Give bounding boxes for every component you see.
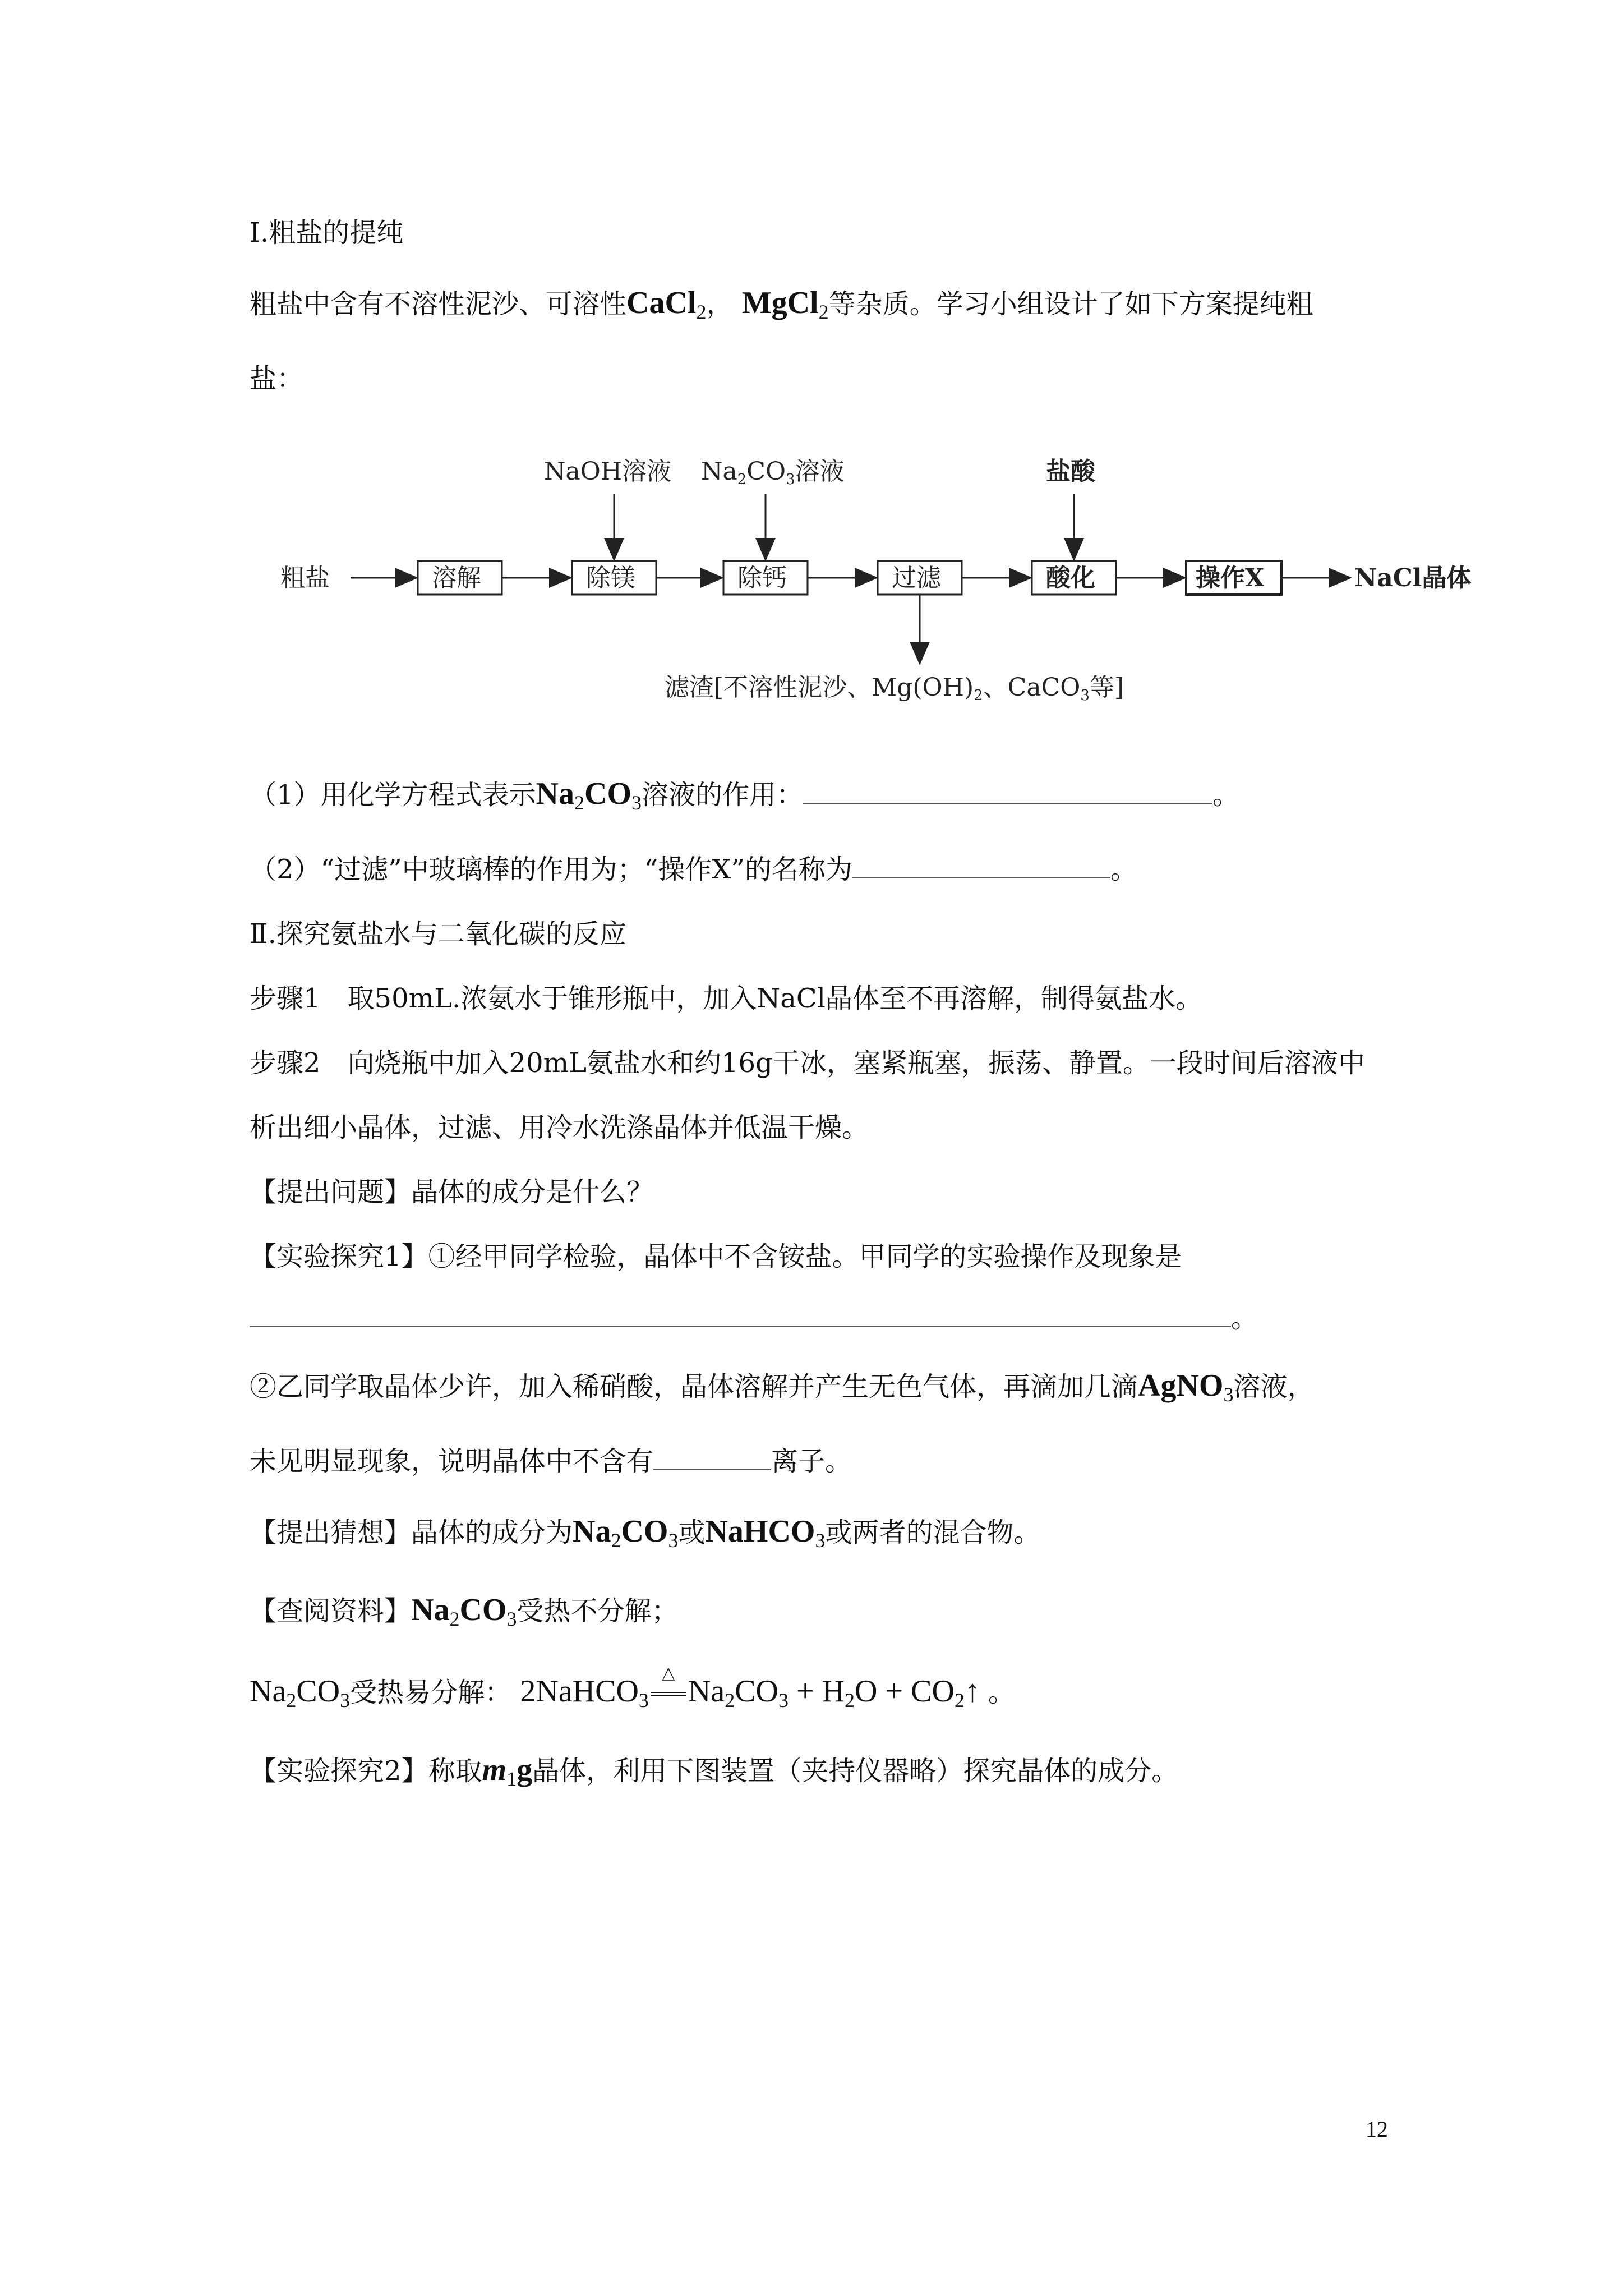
answer-blank-exp1[interactable] bbox=[250, 1301, 1231, 1327]
section-1-title: Ⅰ.粗盐的提纯 bbox=[250, 217, 404, 249]
flow-step-remove-mg: 除镁 bbox=[586, 564, 635, 592]
flow-step-dissolve: 溶解 bbox=[432, 564, 481, 592]
page-number: 12 bbox=[1366, 2116, 1388, 2142]
heat-symbol: △ bbox=[662, 1664, 675, 1682]
flow-step-filter: 过滤 bbox=[892, 564, 941, 592]
flow-start: 粗盐 bbox=[280, 564, 330, 592]
section-2-title: Ⅱ.探究氨盐水与二氧化碳的反应 bbox=[250, 918, 626, 950]
flow-step-acidify: 酸化 bbox=[1046, 564, 1095, 592]
experiment-2: 【实验探究2】称取$m_1g$晶体，利用下图装置（夹持仪器略）探究晶体的成分。 bbox=[250, 1752, 1179, 1790]
gas-arrow-icon: ↑ bbox=[964, 1674, 980, 1709]
section-1-intro-cont: 盐： bbox=[250, 363, 304, 394]
reference-2: $Na_2CO_3$受热易分解： 2NaHCO$_3$ △ $Na_2CO_3 + H_2O$ + $CO_2↑$ 。 bbox=[250, 1674, 1015, 1709]
experiment-1b: ②乙同学取晶体少许，加入稀硝酸，晶体溶解并产生无色气体，再滴加几滴AgNO$_3$溶液， bbox=[250, 1368, 1315, 1406]
reference-1: 【查阅资料】$Na_2CO_3$受热不分解； bbox=[250, 1593, 679, 1630]
flow-reagent-naoh: NaOH溶液 bbox=[544, 457, 672, 486]
purification-flowchart bbox=[0, 0, 1623, 757]
step-2-cont: 析出细小晶体，过滤、用冷水洗涤晶体并低温干燥。 bbox=[250, 1112, 869, 1143]
step-2: 步骤2 向烧瓶中加入20mL氨盐水和约16g干冰，塞紧瓶塞，振荡、静置。一段时间后溶液中 bbox=[250, 1047, 1365, 1079]
experiment-1c: 未见明显现象，说明晶体中不含有 离子。 bbox=[250, 1446, 852, 1477]
experiment-1: 【实验探究1】①经甲同学检验，晶体中不含铵盐。甲同学的实验操作及现象是 bbox=[250, 1241, 1182, 1272]
flow-step-operation-x: 操作X bbox=[1196, 564, 1265, 592]
flow-step-remove-ca: 除钙 bbox=[737, 564, 787, 592]
flow-reagent-hcl: 盐酸 bbox=[1046, 457, 1095, 486]
question-heading: 【提出问题】晶体的成分是什么？ bbox=[250, 1176, 654, 1208]
decomposition-equation: 2NaHCO$_3$ △ $Na_2CO_3 + H_2O$ + $CO_2↑$ bbox=[520, 1674, 988, 1709]
question-2: （2）“过滤”中玻璃棒的作用为；“操作X”的名称为 。 bbox=[250, 854, 1137, 885]
flow-end: NaCl晶体 bbox=[1354, 564, 1472, 592]
step-1: 步骤1 取50mL.浓氨水于锥形瓶中，加入NaCl晶体至不再溶解，制得氨盐水。 bbox=[250, 983, 1202, 1014]
section-1-intro: 粗盐中含有不溶性泥沙、可溶性CaCl$_2$， MgCl$_2$等杂质。学习小组设计了如下方案提纯粗 bbox=[250, 286, 1313, 323]
experiment-1-answer: 。 bbox=[250, 1301, 1258, 1335]
answer-blank-ion[interactable] bbox=[653, 1444, 771, 1470]
hypothesis: 【提出猜想】晶体的成分为$Na_2CO_3$或NaHCO$_3$或两者的混合物。 bbox=[250, 1514, 1041, 1552]
answer-blank-q1[interactable] bbox=[803, 778, 1212, 804]
flow-residue: 滤渣[不溶性泥沙、Mg(OH)2、CaCO3等] bbox=[665, 673, 1124, 704]
answer-blank-q2[interactable] bbox=[852, 853, 1110, 878]
flow-reagent-na2co3: Na2CO3溶液 bbox=[701, 457, 845, 488]
question-1: （1）用化学方程式表示$Na_2CO_3$溶液的作用： 。 bbox=[250, 776, 1240, 814]
